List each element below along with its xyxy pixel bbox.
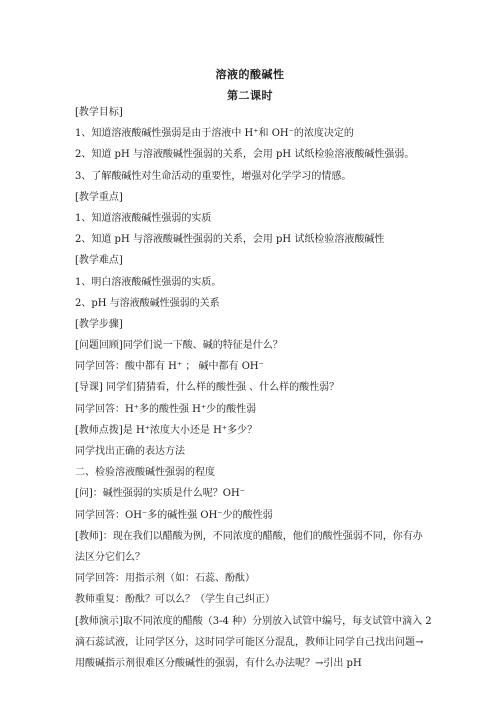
text-line: 用酸碱指示剂很难区分酸碱性的强弱，有什么办法呢？→引出 pH — [75, 657, 362, 669]
text-line: 教师重复：酚酞？可以么？（学生自己纠正） — [75, 594, 275, 606]
text-line: [教师点拨]是 H⁺浓度大小还是 H⁺多少？ — [75, 424, 258, 436]
text-line: 1、知道溶液酸碱性强弱是由于溶液中 H⁺和 OH⁻的浓度决定的 — [75, 128, 354, 140]
document-body — [75, 102, 435, 674]
text-line: 二、检验溶液酸碱性强弱的程度 — [75, 467, 215, 479]
text-line: [教学重点] — [75, 191, 123, 203]
text-line: [问题回顾]同学们说一下酸、碱的特征是什么？ — [75, 340, 283, 352]
text-line: [教学步骤] — [75, 318, 123, 330]
text-line: 3、了解酸碱性对生命活动的重要性，增强对化学学习的情感。 — [75, 170, 352, 182]
text-line: [教师]：现在我们以醋酸为例，不同浓度的醋酸，他们的酸性强弱不同，你有办 — [75, 530, 423, 542]
text-line: 2、知道 pH 与溶液酸碱性强弱的关系，会用 pH 试纸检验溶液酸碱性 — [75, 234, 385, 246]
text-line: 2、知道 pH 与溶液酸碱性强弱的关系，会用 pH 试纸检验溶液酸碱性强弱。 — [75, 149, 415, 161]
text-line: [教学难点] — [75, 255, 123, 267]
document-title: 溶液的酸碱性 — [215, 68, 285, 81]
text-line: 同学找出正确的表达方法 — [75, 446, 185, 457]
text-line: 同学回答：用指示剂（如：石蕊、酚酞） — [75, 573, 255, 585]
text-line: 2、pH 与溶液酸碱性强弱的关系 — [75, 297, 220, 309]
text-line: [问]：碱性强弱的实质是什么呢？OH⁻ — [75, 488, 245, 500]
text-line: [教师演示]取不同浓度的醋酸（3-4 种）分别放入试管中编号，每支试管中滴入 2 — [75, 615, 432, 627]
text-line: 同学回答：OH⁻多的碱性强 OH⁻少的酸性弱 — [75, 509, 273, 521]
document-subtitle: 第二课时 — [227, 89, 273, 102]
text-line: 滴石蕊试液，让同学区分，这时同学可能区分混乱，教师让同学自己找出问题→ — [75, 636, 424, 648]
text-line: [教学目标] — [75, 107, 123, 118]
text-line: 法区分它们么？ — [75, 551, 145, 563]
text-line: 同学回答：酸中都有 H⁺ ； 碱中都有 OH⁻ — [75, 361, 264, 373]
text-line: 同学回答：H⁺多的酸性强 H⁺少的酸性弱 — [75, 403, 257, 415]
text-line: [导课] 同学们猜猜看，什么样的酸性强 、什么样的酸性弱？ — [75, 382, 340, 394]
text-line: 1、知道溶液酸碱性强弱的实质 — [75, 212, 212, 224]
text-line: 1、明白溶液酸碱性强弱的实质。 — [75, 276, 222, 288]
